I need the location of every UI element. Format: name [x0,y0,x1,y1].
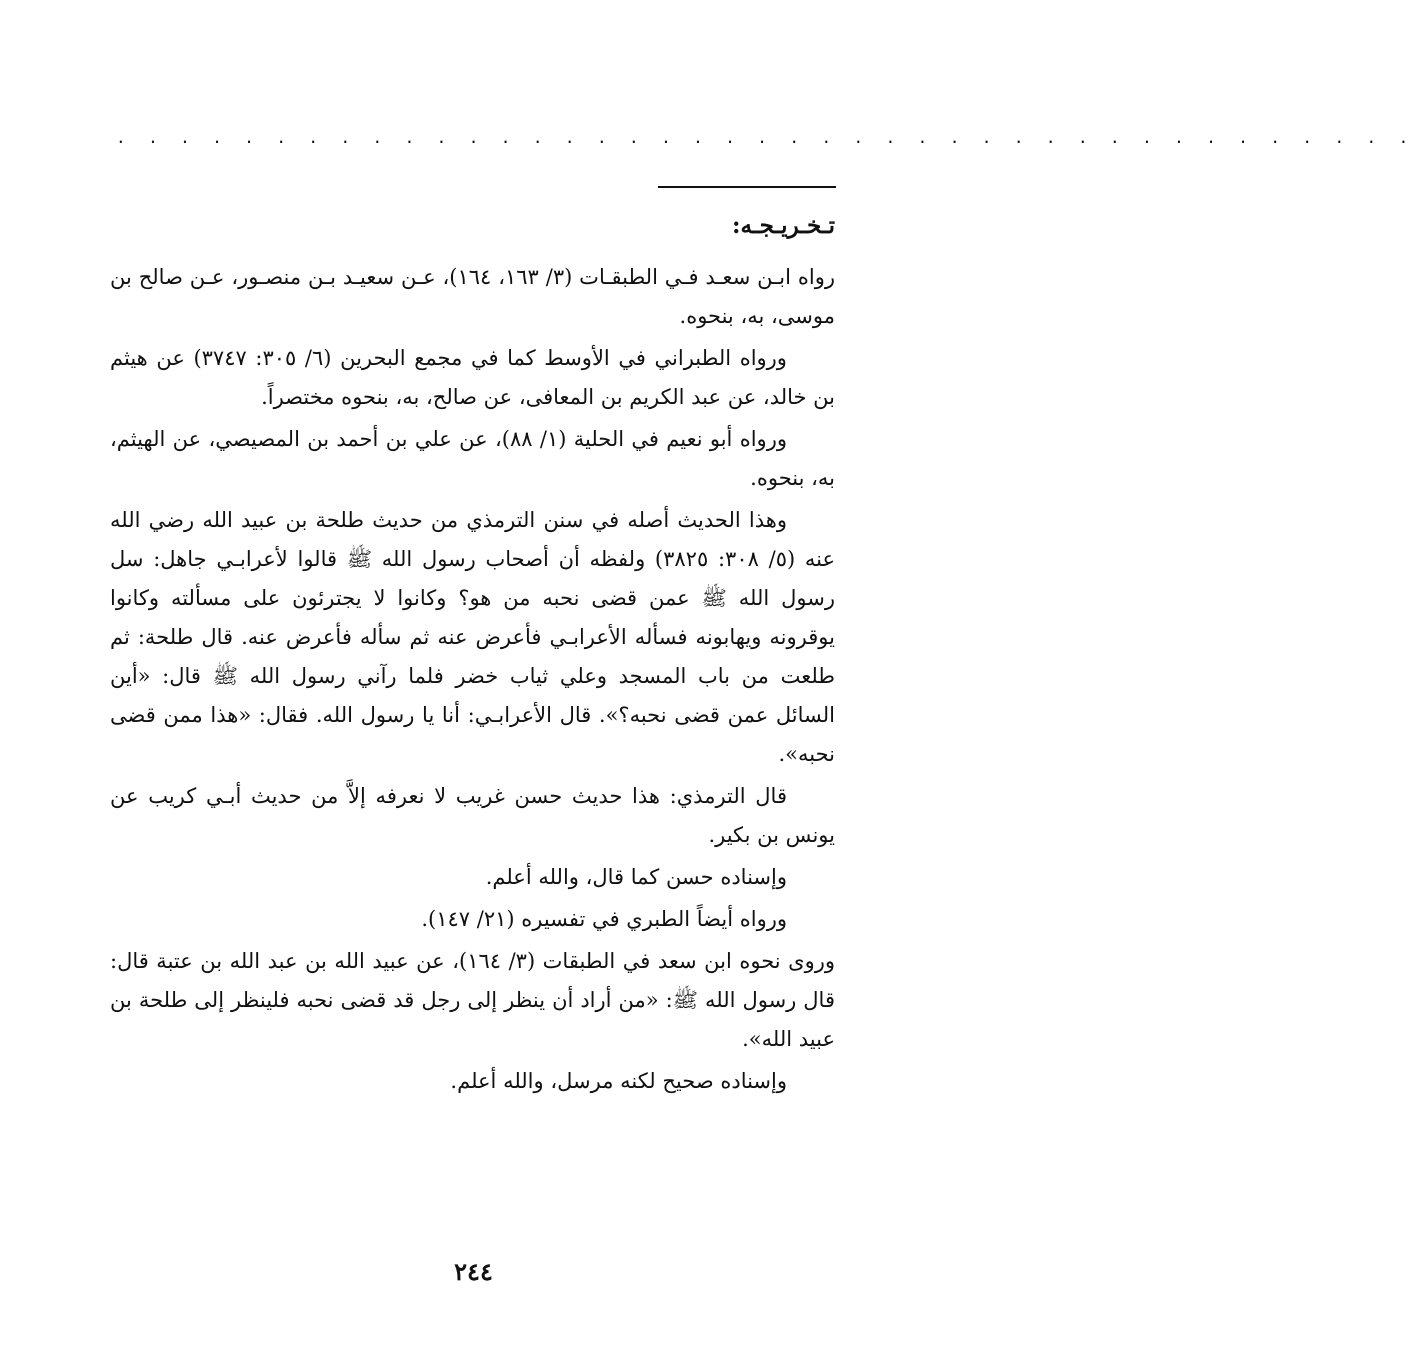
body-text [110,258,835,1104]
paragraph: ورواه الطبراني في الأوسط كما في مجمع البحرين (٦/ ٣٠٥: ٣٧٤٧) عن هيثم بن خالد، عن عبد الكريم بن المعافى، عن صالح، به، بنحوه مختصراً. [110,346,835,409]
paragraph: رواه ابـن سعـد فـي الطبقـات (٣/ ١٦٣، ١٦٤)، عـن سعيـد بـن منصـور، عـن صالح بن موسى، به، بنحوه. [110,265,835,328]
paragraph: ورواه أيضاً الطبري في تفسيره (٢١/ ١٤٧). [421,907,787,931]
paragraph: قال الترمذي: هذا حديث حسن غريب لا نعرفه إلاَّ من حديث أبـي كريب عن يونس بن بكير. [110,784,835,847]
paragraph: وإسناده حسن كما قال، والله أعلم. [485,865,787,889]
paragraph: وإسناده صحيح لكنه مرسل، والله أعلم. [450,1069,787,1093]
section-heading: تـخـريـجـه: [732,212,835,239]
paragraph: وروى نحوه ابن سعد في الطبقات (٣/ ١٦٤)، عن عبيد الله بن عبد الله بن عتبة قال: قال رسول الله ﷺ: «من أراد أن ينظر إلى رجل قد قضى نحبه فلينظر إلى طلحة بن عبيد الله». [110,949,835,1051]
footnote-rule [658,186,836,188]
paragraph: ورواه أبو نعيم في الحلية (١/ ٨٨)، عن علي بن أحمد بن المصيصي، عن الهيثم، به، بنحوه. [110,427,835,490]
dotted-separator: . . . . . . . . . . . . . . . . . . . . . . . . . . . . . . . . . . . . . . . . . [116,128,1415,147]
paragraph: وهذا الحديث أصله في سنن الترمذي من حديث طلحة بن عبيد الله رضي الله عنه (٥/ ٣٠٨: ٣٨٢٥) ولفظه أن أصحاب رسول الله ﷺ قالوا لأعرابـي جاهل: سل رسول الله ﷺ عمن قضى نحبه من هو؟ وكانوا لا يجترئون على مسألته وكانوا يوقرونه ويهابونه فسأله الأعرابـي فأعرض عنه ثم سأله فأعرض عنه. قال طلحة: ثم طلعت من باب المسجد وعلي ثياب خضر فلما رآني رسول الله ﷺ قال: «أين السائل عمن قضى نحبه؟». قال الأعرابـي: أنا يا رسول الله. فقال: «هذا ممن قضى نحبه». [110,508,835,766]
page-number: ٢٤٤ [454,1257,493,1286]
